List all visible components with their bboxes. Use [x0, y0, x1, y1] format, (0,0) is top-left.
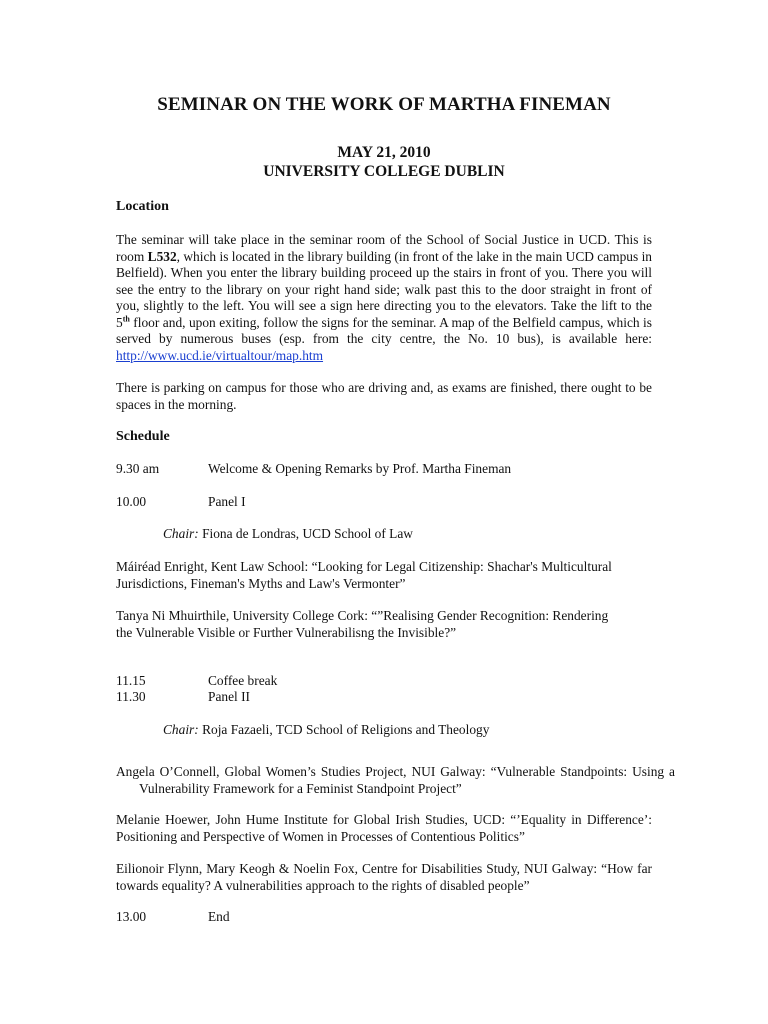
chair-name: Roja Fazaeli, TCD School of Religions and Theology [198, 722, 490, 737]
talk-mhuirthile-line-1: Tanya Ni Mhuirthile, University College Cork: “”Realising Gender Recognition: Rendering [116, 608, 609, 623]
panel-2-chair [163, 722, 489, 738]
parking-paragraph: There is parking on campus for those who are driving and, as exams are finished, there ought to be spaces in the morning. [116, 380, 652, 412]
chair-name: Fiona de Londras, UCD School of Law [198, 526, 413, 541]
location-heading: Location [116, 199, 169, 214]
schedule-time-0930: 9.30 am [116, 461, 160, 476]
schedule-item-panel-2: Panel II [208, 689, 251, 704]
schedule-time-1000: 10.00 [116, 494, 147, 509]
talk-enright-line-1: Máiréad Enright, Kent Law School: “Looking for Legal Citizenship: Shachar's Multicultural [116, 559, 612, 574]
schedule-item-end: End [208, 909, 230, 924]
location-text-2: , which is located in the library building (in front of the lake in the main UCD campus in Belfield). When you enter the library building proceed up the stairs in front of you. There you will see the entry to the library on your right hand side; walk past this to the door straight in front of you, slightly to the left. You will see a sign here directing you to the elevators. Take the lift to the 5 [116, 248, 652, 330]
schedule-time-1115: 11.15 [116, 673, 146, 688]
location-text-1: The seminar will take place in the seminar room of the School of Social Justice in UCD. This is room [116, 232, 652, 264]
talk-hoewer: Melanie Hoewer, John Hume Institute for Global Irish Studies, UCD: “’Equality in Difference’: Positioning and Perspective of Women in Processes of Contentious Politics” [116, 812, 652, 844]
event-venue: UNIVERSITY COLLEGE DUBLIN [263, 163, 505, 180]
talk-mhuirthile-line-2: the Vulnerable Visible or Further Vulnerabilisng the Invisible?” [116, 625, 457, 640]
location-paragraph [116, 232, 652, 364]
location-text-3: floor and, upon exiting, follow the signs for the seminar. A map of the Belfield campus, which is served by numerous buses (esp. from the city centre, the No. 10 bus), is available here: [116, 314, 652, 346]
schedule-item-welcome: Welcome & Opening Remarks by Prof. Martha Fineman [208, 461, 512, 476]
schedule-time-1130: 11.30 [116, 689, 146, 704]
schedule-item-panel-1: Panel I [208, 494, 246, 509]
talk-oconnell: Angela O’Connell, Global Women’s Studies Project, NUI Galway: “Vulnerable Standpoints: Using a Vulnerability Framework for a Feminist Standpoint Project” [116, 764, 675, 796]
schedule-time-1300: 13.00 [116, 909, 147, 924]
room-number: L532 [147, 248, 177, 264]
document-title: SEMINAR ON THE WORK OF MARTHA FINEMAN [157, 94, 611, 115]
schedule-item-coffee: Coffee break [208, 673, 278, 688]
talk-flynn: Eilionoir Flynn, Mary Keogh & Noelin Fox, Centre for Disabilities Study, NUI Galway: “How far towards equality? A vulnerabilities approach to the rights of disabled people” [116, 861, 652, 893]
schedule-heading: Schedule [116, 429, 170, 444]
talk-enright-line-2: Jurisdictions, Fineman's Myths and Law's Vermonter” [116, 576, 406, 591]
campus-map-link[interactable]: http://www.ucd.ie/virtualtour/map.htm [116, 347, 324, 363]
floor-superscript: th [122, 314, 130, 324]
chair-label: Chair: [163, 526, 199, 541]
event-date: MAY 21, 2010 [337, 144, 431, 161]
chair-label: Chair: [163, 722, 199, 737]
panel-1-chair [163, 526, 413, 542]
